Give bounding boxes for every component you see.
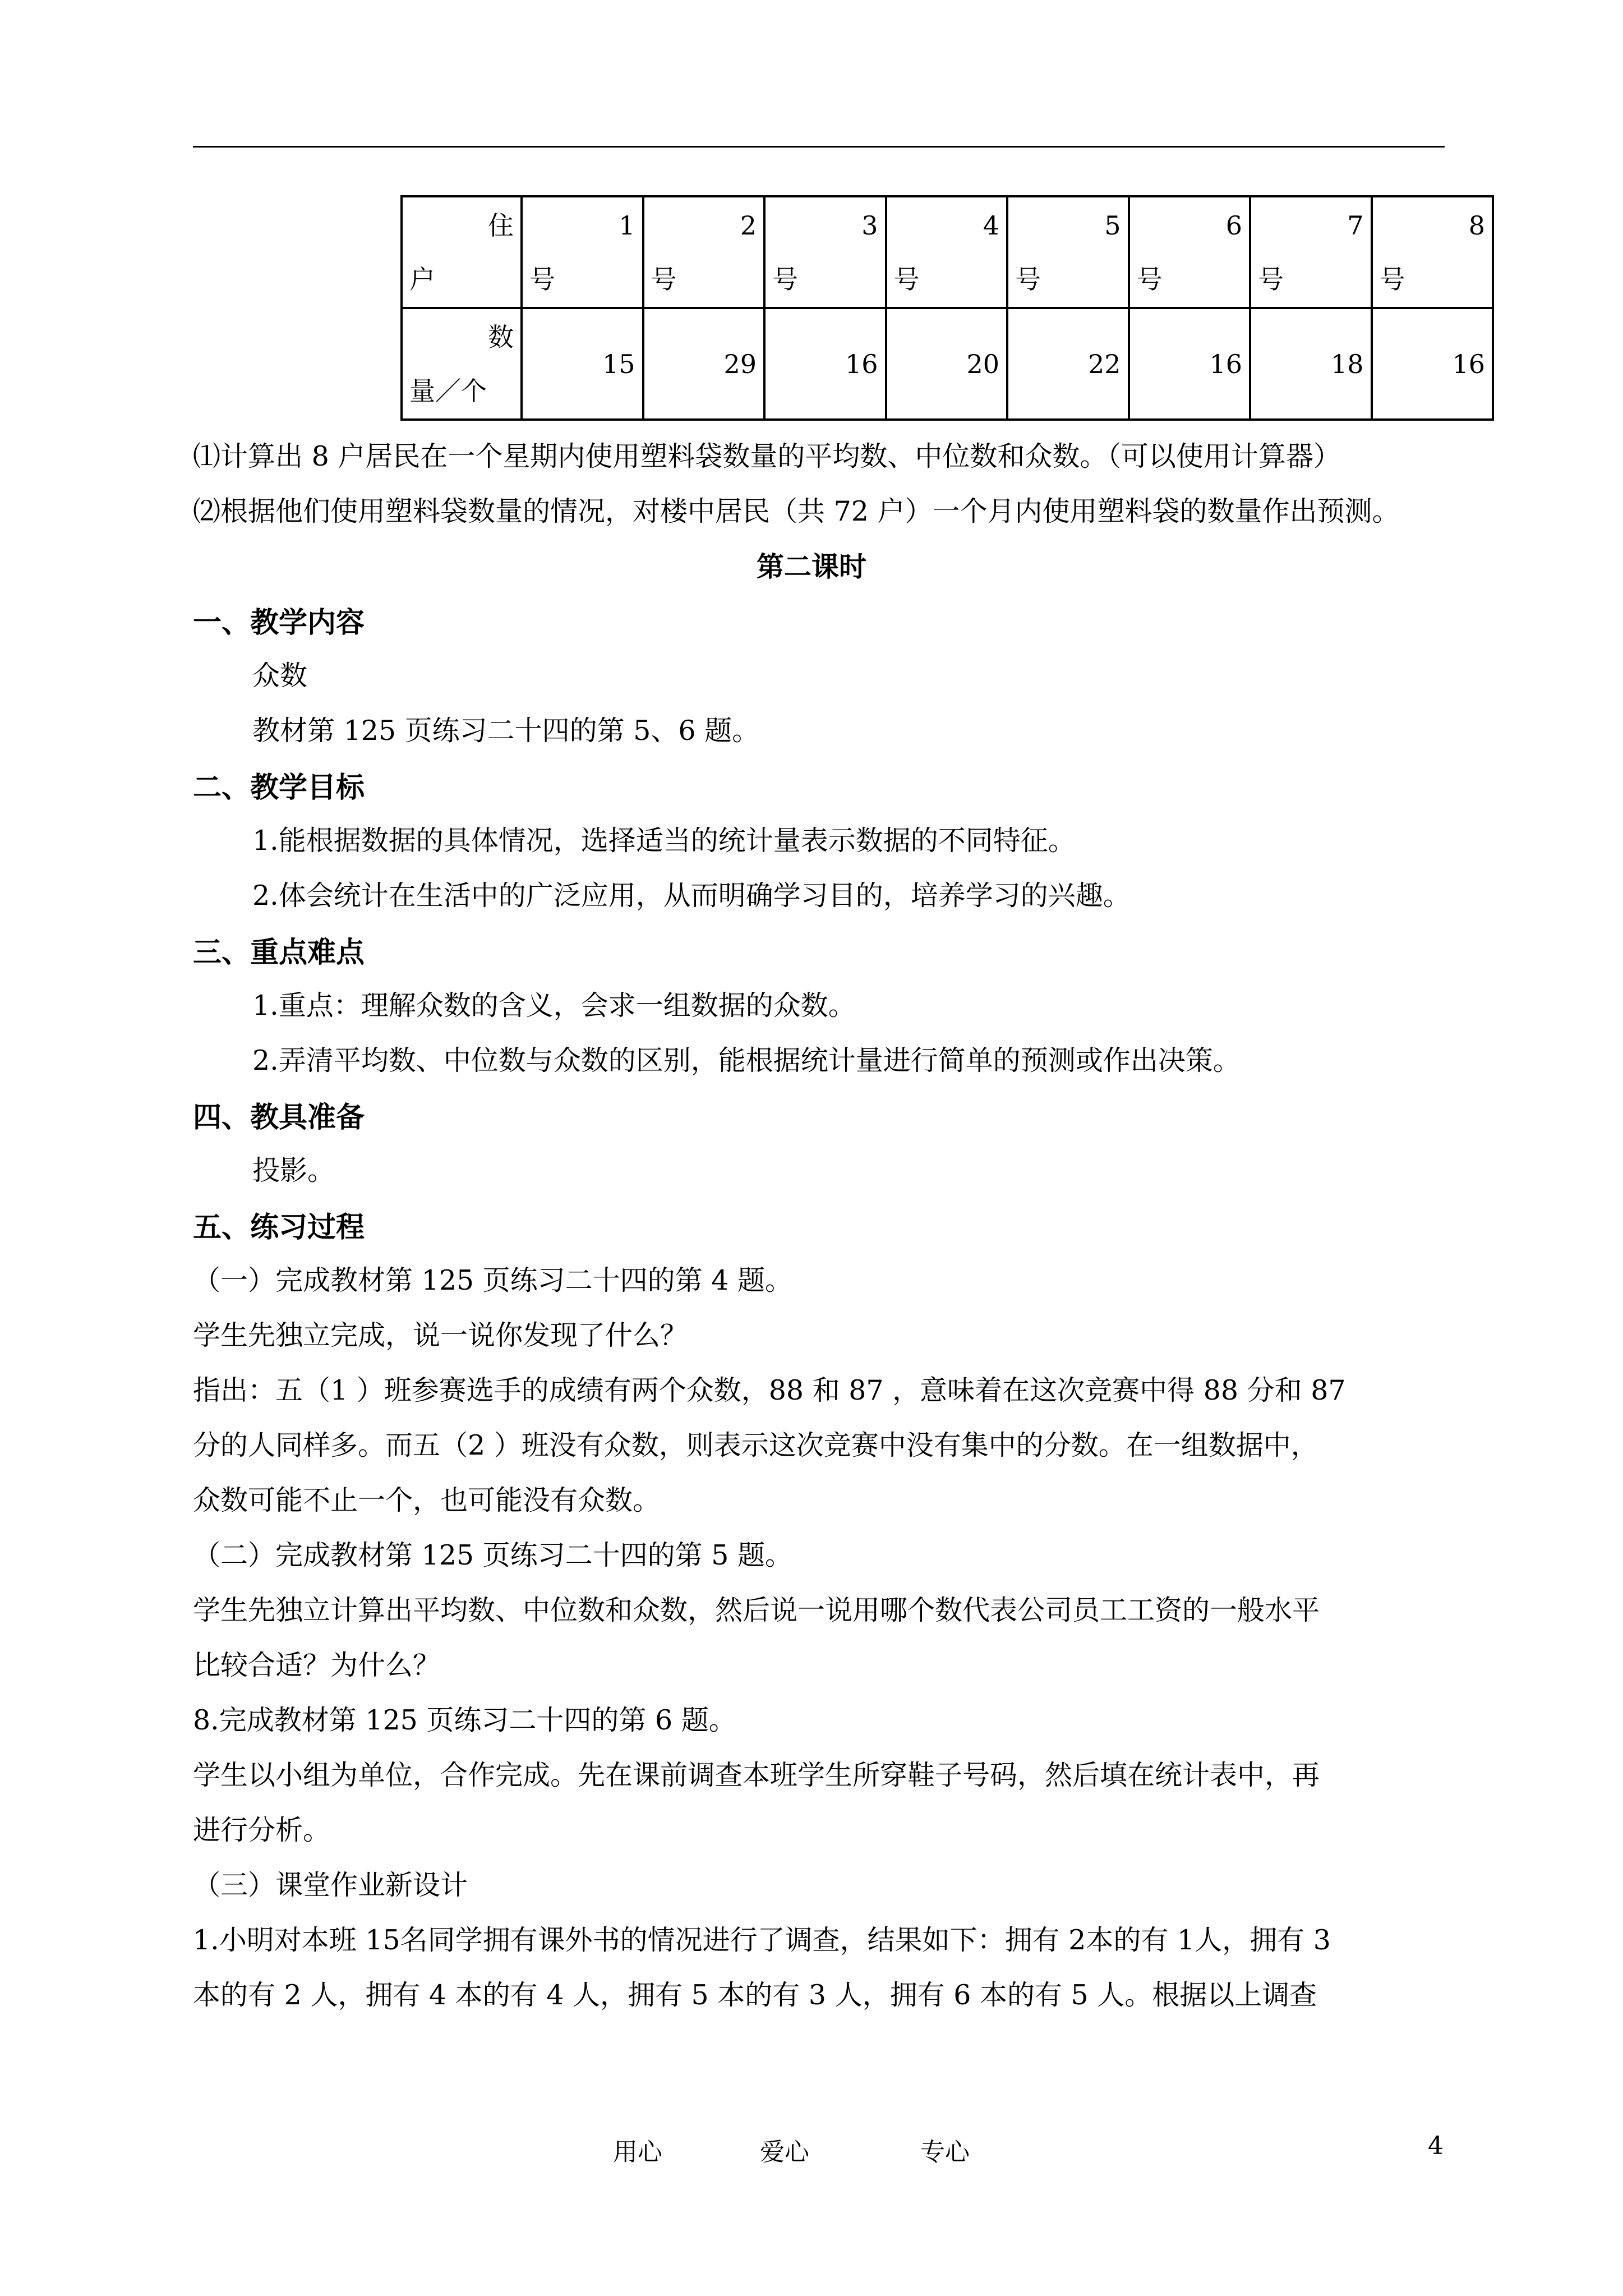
household-number: 5	[1104, 210, 1121, 241]
household-suffix: 号	[893, 264, 920, 295]
paragraph: （三）课堂作业新设计	[193, 1869, 468, 1901]
paragraph: 指出：五（1 ）班参赛选手的成绩有两个众数，88 和 87 ，意味着在这次竞赛中得 88 分和 87	[193, 1374, 1346, 1406]
question-2: ⑵根据他们使用塑料袋数量的情况，对楼中居民（共 72 户）一个月内使用塑料袋的数量作出预测。	[193, 495, 1400, 527]
household-cell	[886, 196, 1008, 308]
cell-top: 数	[488, 321, 514, 352]
household-cell	[1372, 196, 1493, 308]
section-heading: 二、教学目标	[193, 771, 365, 804]
cell-bottom: 量／个	[409, 375, 487, 406]
cell-top: 住	[488, 210, 514, 241]
household-suffix: 号	[1015, 264, 1041, 295]
paragraph: 1.重点：理解众数的含义，会求一组数据的众数。	[252, 990, 856, 1022]
quantity-cell: 16	[764, 308, 886, 420]
quantity-cell: 18	[1250, 308, 1372, 420]
paragraph: 2.体会统计在生活中的广泛应用，从而明确学习目的，培养学习的兴趣。	[252, 880, 1131, 912]
lesson-title: 第二课时	[756, 550, 866, 583]
household-cell	[1250, 196, 1372, 308]
household-number: 6	[1225, 210, 1242, 241]
paragraph: 2.弄清平均数、中位数与众数的区别，能根据统计量进行简单的预测或作出决策。	[252, 1045, 1241, 1076]
footer-word: 爱心	[760, 2138, 809, 2166]
household-suffix: 号	[1379, 264, 1405, 295]
cell-bottom: 户	[409, 264, 435, 295]
household-number: 7	[1347, 210, 1364, 241]
paragraph: （二）完成教材第 125 页练习二十四的第 5 题。	[193, 1539, 793, 1571]
household-number: 4	[983, 210, 999, 241]
row-header-quantity	[402, 308, 522, 420]
household-cell	[643, 196, 765, 308]
footer-word: 用心	[613, 2138, 662, 2166]
household-suffix: 号	[1258, 264, 1284, 295]
household-cell	[1007, 196, 1129, 308]
paragraph: 众数	[252, 660, 308, 692]
household-cell	[764, 196, 886, 308]
table-row	[402, 196, 1493, 308]
row-header-household	[402, 196, 522, 308]
household-cell	[1129, 196, 1251, 308]
quantity-cell: 16	[1129, 308, 1251, 420]
header-rule	[193, 146, 1445, 148]
household-number: 3	[861, 210, 878, 241]
quantity-cell: 20	[886, 308, 1008, 420]
household-suffix: 号	[651, 264, 677, 295]
paragraph: （一）完成教材第 125 页练习二十四的第 4 题。	[193, 1264, 793, 1296]
section-heading: 四、教具准备	[193, 1101, 365, 1134]
household-number: 1	[619, 210, 635, 241]
paragraph: 1.能根据数据的具体情况，选择适当的统计量表示数据的不同特征。	[252, 825, 1076, 857]
household-suffix: 号	[529, 264, 555, 295]
question-1: ⑴计算出 8 户居民在一个星期内使用塑料袋数量的平均数、中位数和众数。（可以使用计算器）	[193, 440, 1341, 472]
section-heading: 五、练习过程	[193, 1211, 365, 1244]
paragraph: 教材第 125 页练习二十四的第 5、6 题。	[252, 715, 760, 747]
quantity-cell: 22	[1007, 308, 1129, 420]
survey-table	[400, 195, 1494, 421]
household-number: 8	[1468, 210, 1485, 241]
paragraph: 学生先独立计算出平均数、中位数和众数，然后说一说用哪个数代表公司员工工资的一般水平	[193, 1594, 1320, 1626]
quantity-cell: 15	[522, 308, 643, 420]
household-suffix: 号	[1136, 264, 1163, 295]
paragraph: 分的人同样多。而五（2 ）班没有众数，则表示这次竞赛中没有集中的分数。在一组数据中，	[193, 1429, 1318, 1461]
quantity-cell: 16	[1372, 308, 1493, 420]
quantity-cell: 29	[643, 308, 765, 420]
paragraph: 本的有 2 人，拥有 4 本的有 4 人，拥有 5 本的有 3 人，拥有 6 本的有 5 人。根据以上调查	[193, 1979, 1317, 2011]
paragraph: 众数可能不止一个，也可能没有众数。	[193, 1484, 661, 1516]
section-heading: 三、重点难点	[193, 936, 365, 969]
paragraph: 投影。	[252, 1154, 335, 1186]
household-suffix: 号	[772, 264, 798, 295]
section-heading: 一、教学内容	[193, 606, 365, 639]
household-number: 2	[740, 210, 757, 241]
paragraph: 学生先独立完成，说一说你发现了什么？	[193, 1319, 688, 1351]
household-cell	[522, 196, 643, 308]
page-number: 4	[1428, 2132, 1444, 2160]
paragraph: 学生以小组为单位，合作完成。先在课前调查本班学生所穿鞋子号码，然后填在统计表中，再	[193, 1759, 1320, 1791]
paragraph: 比较合适？为什么？	[193, 1649, 441, 1681]
table-row	[402, 308, 1493, 420]
footer-word: 专心	[920, 2138, 970, 2166]
paragraph: 8.完成教材第 125 页练习二十四的第 6 题。	[193, 1704, 736, 1736]
paragraph: 进行分析。	[193, 1814, 331, 1846]
paragraph: 1.小明对本班 15名同学拥有课外书的情况进行了调查，结果如下：拥有 2本的有 1人，拥有 3	[193, 1924, 1331, 1956]
